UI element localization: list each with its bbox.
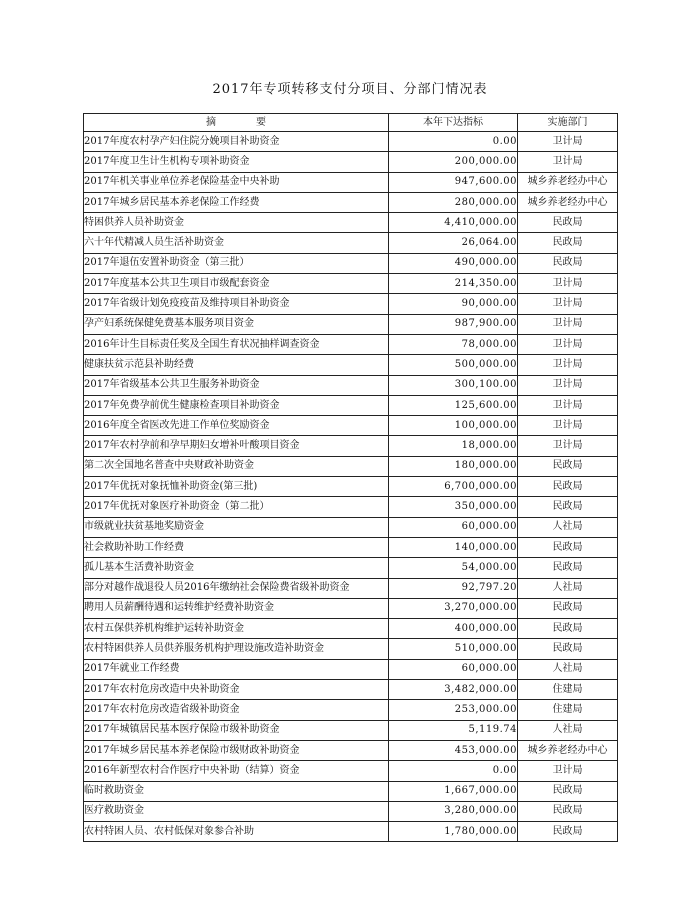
table-row xyxy=(84,619,618,639)
row-department: 城乡养老经办中心 xyxy=(518,740,618,760)
row-summary: 2017年农村孕前和孕早期妇女增补叶酸项目资金 xyxy=(84,436,389,456)
header-summary: 摘 要 xyxy=(84,114,389,132)
row-amount: 1,667,000.00 xyxy=(389,781,518,801)
row-department: 民政局 xyxy=(518,497,618,517)
table-row xyxy=(84,213,618,233)
row-amount: 3,482,000.00 xyxy=(389,680,518,700)
row-amount: 987,900.00 xyxy=(389,314,518,334)
row-summary: 聘用人员薪酬待遇和运转维护经费补助资金 xyxy=(84,598,389,618)
table-row xyxy=(84,355,618,375)
row-department: 民政局 xyxy=(518,639,618,659)
table-row xyxy=(84,822,618,842)
row-amount: 54,000.00 xyxy=(389,558,518,578)
table-row xyxy=(84,436,618,456)
header-amount: 本年下达指标 xyxy=(389,114,518,132)
row-amount: 0.00 xyxy=(389,761,518,781)
row-department: 卫计局 xyxy=(518,334,618,354)
row-amount: 253,000.00 xyxy=(389,700,518,720)
table-row xyxy=(84,294,618,314)
row-summary: 临时救助资金 xyxy=(84,781,389,801)
row-summary: 2016年计生目标责任奖及全国生育状况抽样调查资金 xyxy=(84,334,389,354)
report-table xyxy=(83,113,618,842)
row-department: 卫计局 xyxy=(518,395,618,415)
row-summary: 2017年就业工作经费 xyxy=(84,659,389,679)
row-department: 城乡养老经办中心 xyxy=(518,172,618,192)
row-department: 卫计局 xyxy=(518,355,618,375)
row-department: 住建局 xyxy=(518,680,618,700)
row-summary: 2017年农村危房改造中央补助资金 xyxy=(84,680,389,700)
row-department: 卫计局 xyxy=(518,274,618,294)
page-title: 2017年专项转移支付分项目、分部门情况表 xyxy=(212,82,488,97)
row-summary: 孕产妇系统保健免费基本服务项目资金 xyxy=(84,314,389,334)
row-department: 民政局 xyxy=(518,456,618,476)
row-amount: 100,000.00 xyxy=(389,416,518,436)
row-summary: 农村五保供养机构维护运转补助资金 xyxy=(84,619,389,639)
row-amount: 92,797.20 xyxy=(389,578,518,598)
row-amount: 6,700,000.00 xyxy=(389,477,518,497)
row-summary: 2017年退伍安置补助资金（第三批） xyxy=(84,253,389,273)
row-summary: 市级就业扶贫基地奖励资金 xyxy=(84,517,389,537)
row-amount: 60,000.00 xyxy=(389,659,518,679)
row-amount: 180,000.00 xyxy=(389,456,518,476)
row-amount: 453,000.00 xyxy=(389,740,518,760)
row-summary: 2017年优抚对象医疗补助资金（第二批） xyxy=(84,497,389,517)
row-summary: 2017年优抚对象抚恤补助资金(第三批) xyxy=(84,477,389,497)
table-row xyxy=(84,700,618,720)
row-amount: 947,600.00 xyxy=(389,172,518,192)
table-row xyxy=(84,558,618,578)
row-amount: 300,100.00 xyxy=(389,375,518,395)
row-amount: 90,000.00 xyxy=(389,294,518,314)
row-department: 卫计局 xyxy=(518,416,618,436)
table-row xyxy=(84,233,618,253)
table-row xyxy=(84,598,618,618)
row-summary: 农村特困人员、农村低保对象参合补助 xyxy=(84,822,389,842)
row-department: 民政局 xyxy=(518,213,618,233)
row-amount: 3,270,000.00 xyxy=(389,598,518,618)
row-amount: 78,000.00 xyxy=(389,334,518,354)
row-amount: 4,410,000.00 xyxy=(389,213,518,233)
table-row xyxy=(84,253,618,273)
row-department: 民政局 xyxy=(518,477,618,497)
table-row xyxy=(84,192,618,212)
row-department: 民政局 xyxy=(518,537,618,557)
table-row xyxy=(84,781,618,801)
row-department: 卫计局 xyxy=(518,375,618,395)
row-summary: 2017年城镇居民基本医疗保险市级补助资金 xyxy=(84,720,389,740)
table-row xyxy=(84,274,618,294)
row-amount: 26,064.00 xyxy=(389,233,518,253)
row-department: 人社局 xyxy=(518,517,618,537)
table-row xyxy=(84,740,618,760)
row-department: 民政局 xyxy=(518,233,618,253)
table-row xyxy=(84,639,618,659)
row-amount: 400,000.00 xyxy=(389,619,518,639)
table-row xyxy=(84,497,618,517)
row-summary: 社会救助补助工作经费 xyxy=(84,537,389,557)
row-department: 住建局 xyxy=(518,700,618,720)
row-department: 人社局 xyxy=(518,659,618,679)
row-department: 卫计局 xyxy=(518,314,618,334)
table-row xyxy=(84,152,618,172)
row-amount: 214,350.00 xyxy=(389,274,518,294)
row-department: 民政局 xyxy=(518,781,618,801)
table-body xyxy=(84,132,618,842)
row-department: 卫计局 xyxy=(518,436,618,456)
row-amount: 490,000.00 xyxy=(389,253,518,273)
row-amount: 500,000.00 xyxy=(389,355,518,375)
row-department: 民政局 xyxy=(518,801,618,821)
row-summary: 孤儿基本生活费补助资金 xyxy=(84,558,389,578)
row-department: 卫计局 xyxy=(518,294,618,314)
table-row xyxy=(84,375,618,395)
row-summary: 2017年省级计划免疫疫苗及维持项目补助资金 xyxy=(84,294,389,314)
row-department: 卫计局 xyxy=(518,152,618,172)
row-summary: 2017年农村危房改造省级补助资金 xyxy=(84,700,389,720)
row-summary: 部分对越作战退役人员2016年缴纳社会保险费省级补助资金 xyxy=(84,578,389,598)
row-summary: 六十年代精减人员生活补助资金 xyxy=(84,233,389,253)
row-amount: 1,780,000.00 xyxy=(389,822,518,842)
table-row xyxy=(84,680,618,700)
row-amount: 18,000.00 xyxy=(389,436,518,456)
table-row xyxy=(84,416,618,436)
row-summary: 2017年度基本公共卫生项目市级配套资金 xyxy=(84,274,389,294)
row-department: 民政局 xyxy=(518,822,618,842)
row-summary: 2017年度卫生计生机构专项补助资金 xyxy=(84,152,389,172)
row-summary: 农村特困供养人员供养服务机构护理设施改造补助资金 xyxy=(84,639,389,659)
row-summary: 健康扶贫示范县补助经费 xyxy=(84,355,389,375)
row-summary: 第二次全国地名普查中央财政补助资金 xyxy=(84,456,389,476)
table-row xyxy=(84,761,618,781)
table-row xyxy=(84,537,618,557)
row-amount: 60,000.00 xyxy=(389,517,518,537)
row-amount: 510,000.00 xyxy=(389,639,518,659)
row-summary: 2017年省级基本公共卫生服务补助资金 xyxy=(84,375,389,395)
row-summary: 2017年免费孕前优生健康检查项目补助资金 xyxy=(84,395,389,415)
table-row xyxy=(84,477,618,497)
row-summary: 2016年度全省医改先进工作单位奖励资金 xyxy=(84,416,389,436)
table-row xyxy=(84,517,618,537)
table-row xyxy=(84,578,618,598)
row-amount: 0.00 xyxy=(389,132,518,152)
row-summary: 2016年新型农村合作医疗中央补助（结算）资金 xyxy=(84,761,389,781)
row-amount: 280,000.00 xyxy=(389,192,518,212)
row-summary: 医疗救助资金 xyxy=(84,801,389,821)
row-department: 民政局 xyxy=(518,253,618,273)
row-amount: 125,600.00 xyxy=(389,395,518,415)
table-row xyxy=(84,172,618,192)
row-summary: 2017年城乡居民基本养老保险工作经费 xyxy=(84,192,389,212)
row-department: 民政局 xyxy=(518,619,618,639)
row-summary: 特困供养人员补助资金 xyxy=(84,213,389,233)
table-row xyxy=(84,395,618,415)
table-header-row xyxy=(84,114,618,132)
table-row xyxy=(84,720,618,740)
row-amount: 140,000.00 xyxy=(389,537,518,557)
table-row xyxy=(84,334,618,354)
table-row xyxy=(84,314,618,334)
row-department: 卫计局 xyxy=(518,132,618,152)
row-department: 卫计局 xyxy=(518,761,618,781)
row-amount: 3,280,000.00 xyxy=(389,801,518,821)
table-row xyxy=(84,456,618,476)
row-department: 人社局 xyxy=(518,578,618,598)
table-row xyxy=(84,132,618,152)
row-summary: 2017年城乡居民基本养老保险市级财政补助资金 xyxy=(84,740,389,760)
row-department: 民政局 xyxy=(518,598,618,618)
row-summary: 2017年度农村孕产妇住院分娩项目补助资金 xyxy=(84,132,389,152)
header-department: 实施部门 xyxy=(518,114,618,132)
row-department: 人社局 xyxy=(518,720,618,740)
row-amount: 350,000.00 xyxy=(389,497,518,517)
row-department: 城乡养老经办中心 xyxy=(518,192,618,212)
row-amount: 5,119.74 xyxy=(389,720,518,740)
table-row xyxy=(84,659,618,679)
table-row xyxy=(84,801,618,821)
row-summary: 2017年机关事业单位养老保险基金中央补助 xyxy=(84,172,389,192)
row-amount: 200,000.00 xyxy=(389,152,518,172)
row-department: 民政局 xyxy=(518,558,618,578)
